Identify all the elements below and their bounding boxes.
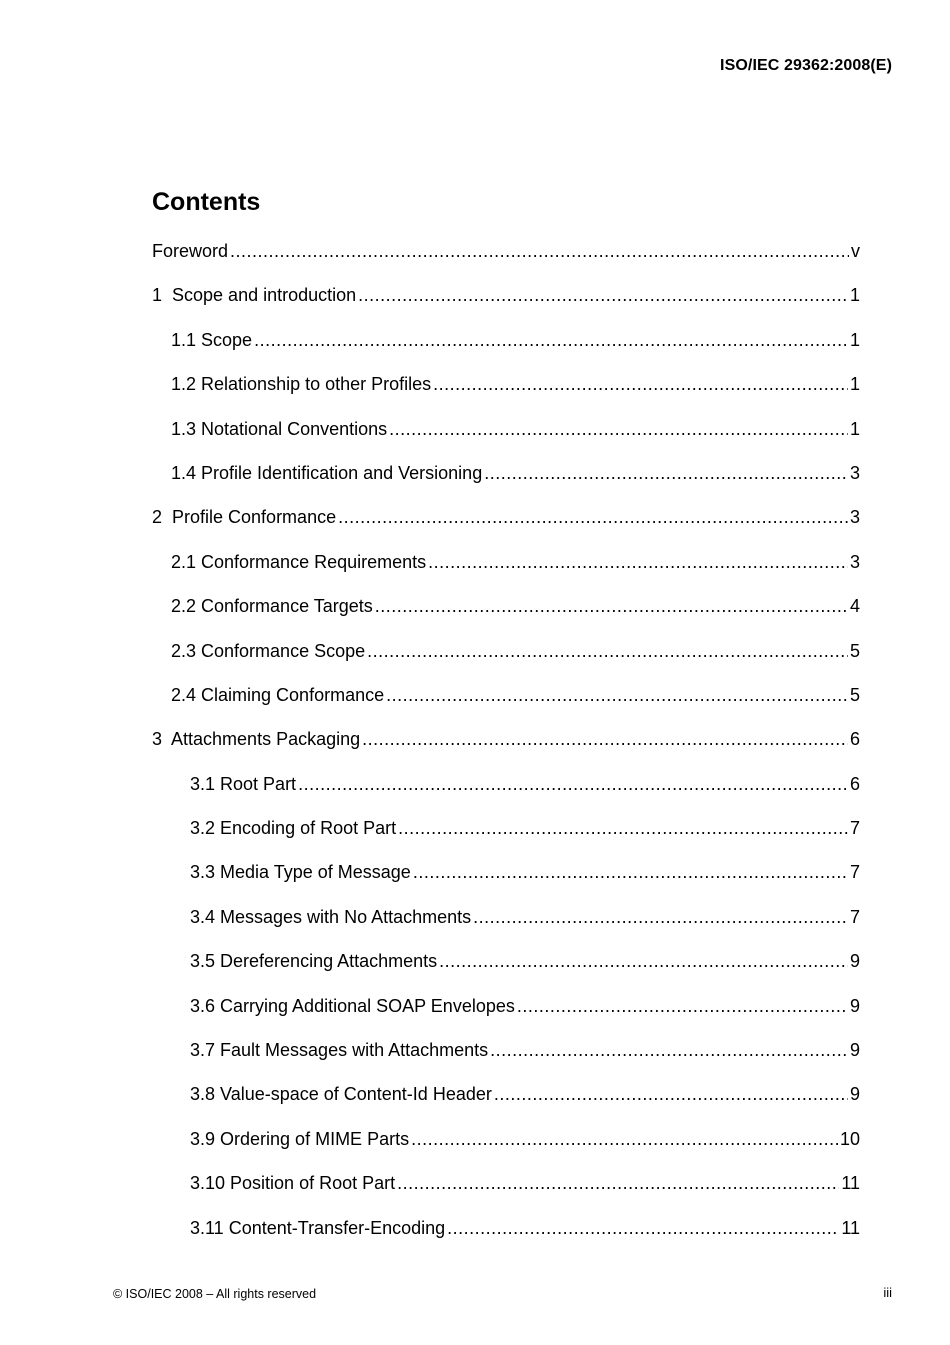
toc-entry-page-number: 6	[849, 773, 860, 794]
toc-entry-page-number: 1	[849, 285, 860, 306]
toc-entry-title: 2.2 Conformance Targets	[171, 596, 373, 617]
toc-entry-title: 3.5 Dereferencing Attachments	[190, 951, 438, 972]
toc-entry-title: 2.1 Conformance Requirements	[171, 551, 427, 572]
toc-entry-title: 3.8 Value-space of Content-Id Header	[190, 1084, 492, 1105]
toc-entry-3-9[interactable]	[0, 1127, 860, 1171]
toc-entry-title: 2.4 Claiming Conformance	[171, 684, 385, 705]
toc-entry-title: 1.1 Scope	[171, 329, 253, 350]
toc-entry-title: 3.2 Encoding of Root Part	[190, 818, 397, 839]
dot-leader	[386, 683, 848, 707]
toc-entry-page-number: 3	[849, 462, 860, 483]
dot-leader	[439, 949, 848, 973]
toc-entry-page-number: 7	[849, 906, 860, 927]
copyright-notice: © ISO/IEC 2008 – All rights reserved	[113, 1287, 317, 1301]
dot-leader	[367, 639, 848, 663]
toc-entry-3-2[interactable]	[0, 816, 860, 860]
toc-entry-title: 2 Profile Conformance	[152, 507, 337, 528]
toc-entry-3[interactable]	[0, 727, 860, 771]
toc-entry-title: 3.1 Root Part	[190, 773, 297, 794]
toc-entry-page-number: 11	[841, 1173, 860, 1194]
toc-entry-3-5[interactable]	[0, 949, 860, 993]
dot-leader	[298, 772, 848, 796]
toc-entry-3-1[interactable]	[0, 772, 860, 816]
toc-entry-page-number: 9	[849, 1084, 860, 1105]
dot-leader	[490, 1038, 848, 1062]
toc-entry-3-6[interactable]	[0, 994, 860, 1038]
toc-entry-title: 3.3 Media Type of Message	[190, 862, 411, 883]
toc-entry-foreword[interactable]	[0, 239, 860, 283]
toc-entry-title: 1.2 Relationship to other Profiles	[171, 374, 432, 395]
toc-entry-title: 3.4 Messages with No Attachments	[190, 906, 472, 927]
toc-entry-page-number: 10	[839, 1128, 860, 1149]
toc-entry-page-number: 1	[849, 374, 860, 395]
dot-leader	[433, 372, 848, 396]
dot-leader	[389, 417, 848, 441]
toc-entry-title: 1.3 Notational Conventions	[171, 418, 388, 439]
dot-leader	[517, 994, 848, 1018]
toc-entry-1[interactable]	[0, 283, 860, 327]
dot-leader	[362, 727, 848, 751]
dot-leader	[398, 816, 848, 840]
toc-entry-1-2[interactable]	[0, 372, 860, 416]
toc-entry-title: 1 Scope and introduction	[152, 285, 357, 306]
toc-entry-page-number: 6	[849, 729, 860, 750]
toc-entry-1-3[interactable]	[0, 417, 860, 461]
toc-entry-page-number: 1	[849, 329, 860, 350]
dot-leader	[413, 860, 848, 884]
toc-entry-2-2[interactable]	[0, 594, 860, 638]
toc-entry-page-number: 9	[849, 995, 860, 1016]
dot-leader	[338, 505, 848, 529]
toc-entry-page-number: 7	[849, 862, 860, 883]
dot-leader	[484, 461, 848, 485]
toc-entry-page-number: 3	[849, 507, 860, 528]
contents-heading: Contents	[152, 188, 261, 216]
document-id: ISO/IEC 29362:2008(E)	[720, 57, 892, 74]
toc-entry-title: 3.7 Fault Messages with Attachments	[190, 1040, 489, 1061]
toc-entry-title: 3.11 Content-Transfer-Encoding	[190, 1217, 446, 1238]
toc-entry-title: Foreword	[152, 241, 229, 261]
toc-entry-title: 3.9 Ordering of MIME Parts	[190, 1128, 410, 1149]
toc-entry-page-number: 3	[849, 551, 860, 572]
toc-entry-3-8[interactable]	[0, 1082, 860, 1126]
toc-entry-page-number: 9	[849, 951, 860, 972]
toc-entry-page-number: 5	[849, 640, 860, 661]
toc-entry-3-10[interactable]	[0, 1171, 860, 1215]
dot-leader	[358, 283, 848, 307]
toc-entry-page-number: 11	[841, 1217, 860, 1238]
toc-entry-2-3[interactable]	[0, 639, 860, 683]
dot-leader	[473, 905, 848, 929]
toc-entry-page-number: 4	[849, 596, 860, 617]
toc-entry-title: 3 Attachments Packaging	[152, 729, 361, 750]
toc-entry-title: 1.4 Profile Identification and Versioning	[171, 462, 483, 483]
toc-entry-1-4[interactable]	[0, 461, 860, 505]
toc-entry-page-number: 1	[849, 418, 860, 439]
toc-entry-3-11[interactable]	[0, 1216, 860, 1260]
toc-entry-page-number: v	[851, 241, 860, 261]
table-of-contents	[0, 239, 950, 1260]
dot-leader	[254, 328, 848, 352]
dot-leader	[447, 1216, 839, 1240]
toc-entry-page-number: 7	[849, 818, 860, 839]
toc-entry-2[interactable]	[0, 505, 860, 549]
page-number: iii	[883, 1285, 892, 1300]
toc-entry-3-3[interactable]	[0, 860, 860, 904]
toc-entry-2-1[interactable]	[0, 550, 860, 594]
toc-entry-3-7[interactable]	[0, 1038, 860, 1082]
toc-entry-2-4[interactable]	[0, 683, 860, 727]
dot-leader	[411, 1127, 838, 1151]
toc-entry-title: 2.3 Conformance Scope	[171, 640, 366, 661]
dot-leader	[230, 239, 849, 263]
dot-leader	[494, 1082, 848, 1106]
toc-entry-page-number: 5	[849, 684, 860, 705]
toc-entry-title: 3.10 Position of Root Part	[190, 1173, 396, 1194]
toc-entry-page-number: 9	[849, 1040, 860, 1061]
toc-entry-3-4[interactable]	[0, 905, 860, 949]
dot-leader	[397, 1171, 839, 1195]
toc-entry-1-1[interactable]	[0, 328, 860, 372]
toc-entry-title: 3.6 Carrying Additional SOAP Envelopes	[190, 995, 515, 1016]
dot-leader	[428, 550, 848, 574]
dot-leader	[375, 594, 848, 618]
